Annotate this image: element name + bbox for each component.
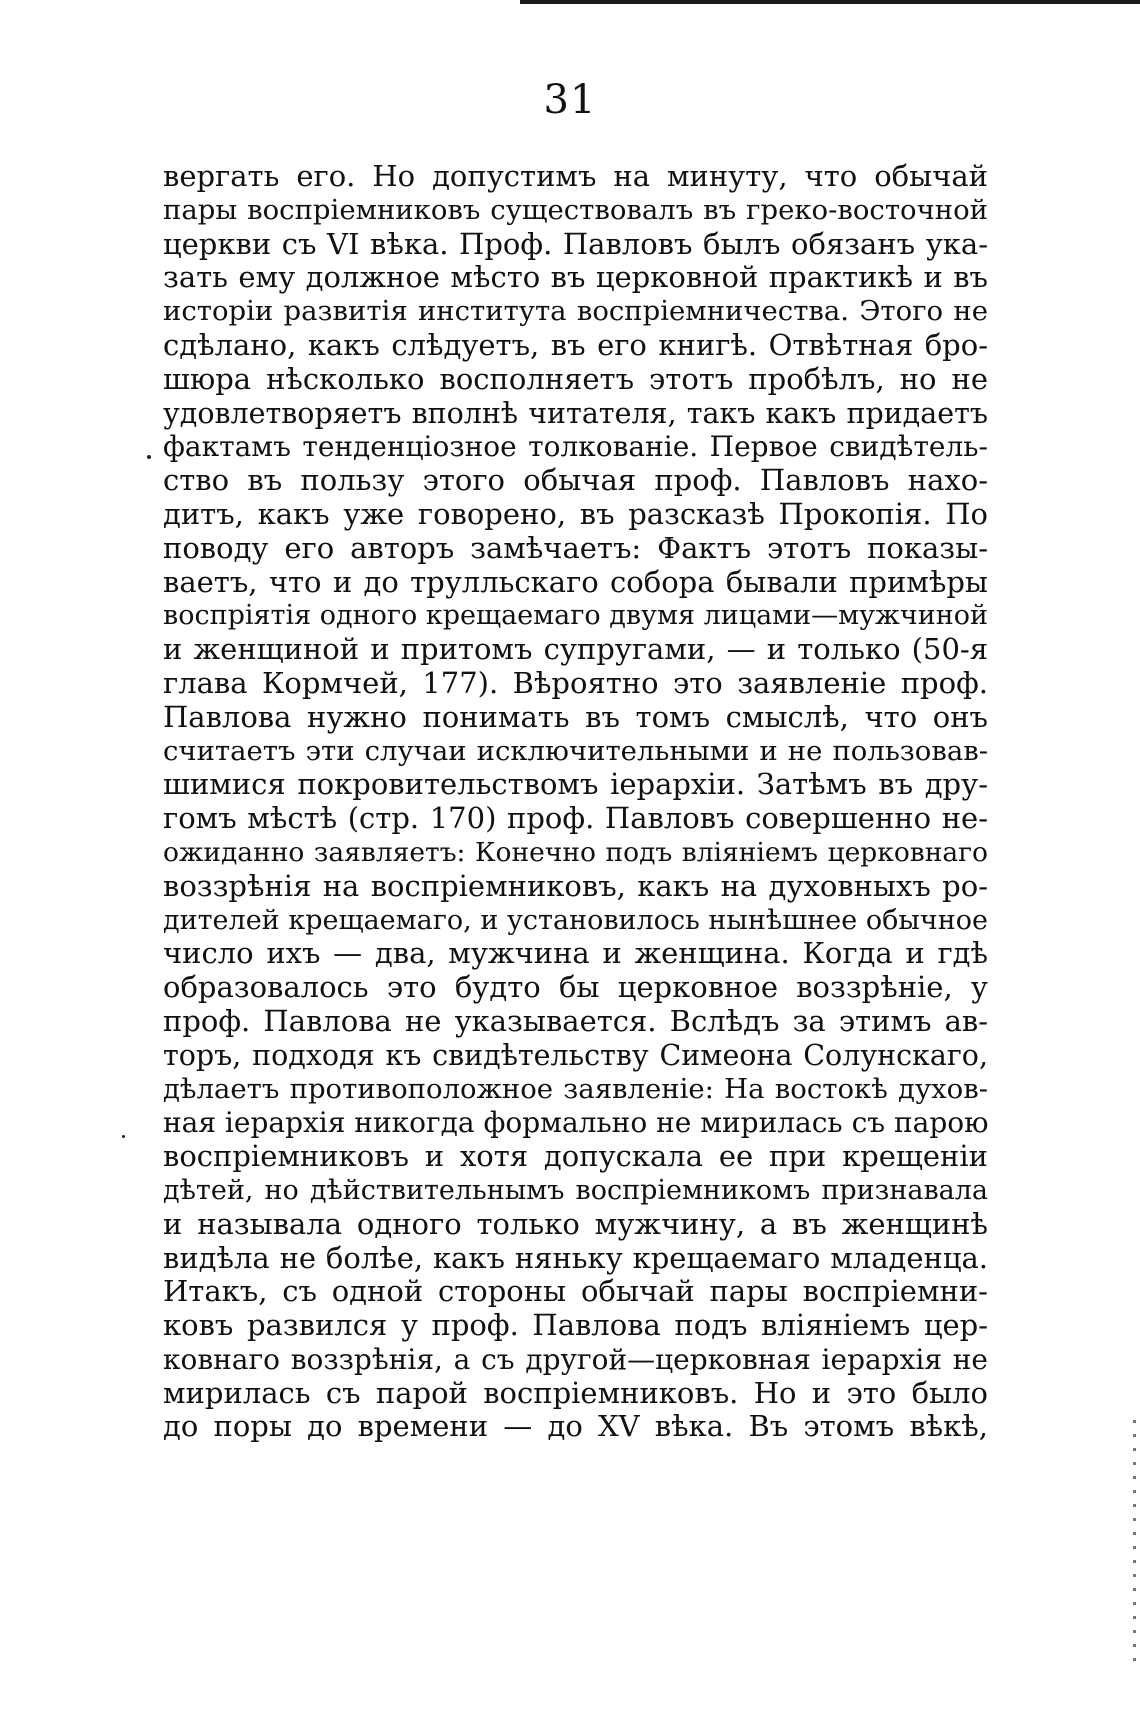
text-line: видѣла не болѣе, какъ няньку крещаемаго младенца. [163,1240,988,1275]
text-line: ваетъ, что и до трулльскаго собора бывали примѣры [163,564,988,599]
text-line: пары воспріемниковъ существовалъ въ греко-восточной [163,193,988,226]
text-line: дитъ, какъ уже говорено, въ разсказѣ Прокопія. По [163,496,988,531]
text-line: считаетъ эти случаи исключительными и не пользовав- [163,734,988,767]
text-line: воспріятія одного крещаемаго двумя лицами—мужчиной [163,600,988,632]
text-line: поводу его авторъ замѣчаетъ: Фактъ этотъ показы- [163,530,988,565]
scan-edge-marks [1133,1420,1136,1670]
text-line: дѣтей, но дѣйствительнымъ воспріемникомъ признавала [163,1174,988,1206]
text-line: ная іерархія никогда формально не мирилась съ парою [163,1106,989,1140]
text-line: воспріемниковъ и хотя допускала ее при крещеніи [163,1139,988,1174]
text-line: Павлова нужно понимать въ томъ смыслѣ, что онъ [163,699,988,734]
text-line: гомъ мѣстѣ (стр. 170) проф. Павловъ совершенно не- [163,801,988,836]
text-line: ство въ пользу этого обычая проф. Павловъ нахо- [163,463,988,498]
text-line: дителей крещаемаго, и установилось нынѣшнее обычное [163,904,988,936]
text-line: ковъ развился у проф. Павлова подъ вліяніемъ цер- [163,1308,988,1343]
body-text [163,160,988,1444]
text-line: торъ, подходя къ свидѣтельству Симеона Солунскаго, [163,1038,988,1072]
ink-speck [147,455,151,459]
text-line: образовалось это будто бы церковное воззрѣніе, у [163,970,988,1005]
text-line: воззрѣнія на воспріемниковъ, какъ на духовныхъ ро- [163,868,988,903]
text-line: удовлетворяетъ вполнѣ читателя, такъ какъ придаетъ [163,396,988,430]
page-number: 31 [543,77,597,123]
text-line: церкви съ VI вѣка. Проф. Павловъ былъ обязанъ ука- [163,226,988,261]
text-line: шимися покровительствомъ іерархіи. Затѣмъ въ дру- [163,767,988,802]
text-line: глава Кормчей, 177). Вѣроятно это заявленіе проф. [163,665,988,700]
text-line: Итакъ, съ одной стороны обычай пары воспріемни- [163,1274,988,1309]
text-line: фактамъ тенденціозное толкованіе. Первое свидѣтель- [163,430,988,464]
text-line: вергать его. Но допустимъ на минуту, что обычай [163,159,988,193]
text-line: ковнаго воззрѣнія, а съ другой—церковная іерархія не [163,1342,988,1376]
text-line: и женщиной и притомъ супругами, — и только (50-я [163,632,988,667]
text-line: проф. Павлова не указывается. Вслѣдъ за этимъ ав- [163,1003,988,1038]
text-line: мирилась съ парой воспріемниковъ. Но и это было [163,1375,988,1410]
text-line: исторіи развитія института воспріемничества. Этого не [163,295,988,328]
text-line: дѣлаетъ противоположное заявленіе: На востокѣ духов- [163,1072,988,1105]
text-line: и называла одного только мужчину, а въ женщинѣ [163,1206,988,1241]
text-line: шюра нѣсколько восполняетъ этотъ пробѣлъ, но не [163,361,988,396]
text-line: ожиданно заявляетъ: Конечно подъ вліяніемъ церковнаго [163,836,988,868]
text-line: сдѣлано, какъ слѣдуетъ, въ его книгѣ. Отвѣтная бро- [163,327,988,362]
text-line: число ихъ — два, мужчина и женщина. Когда и гдѣ [163,936,988,971]
text-line: зать ему должное мѣсто въ церковной практикѣ и въ [163,260,988,295]
text-line: до поры до времени — до XV вѣка. Въ этомъ вѣкѣ, [163,1409,988,1444]
top-edge-rule [520,0,1140,4]
ink-speck [122,1135,125,1138]
